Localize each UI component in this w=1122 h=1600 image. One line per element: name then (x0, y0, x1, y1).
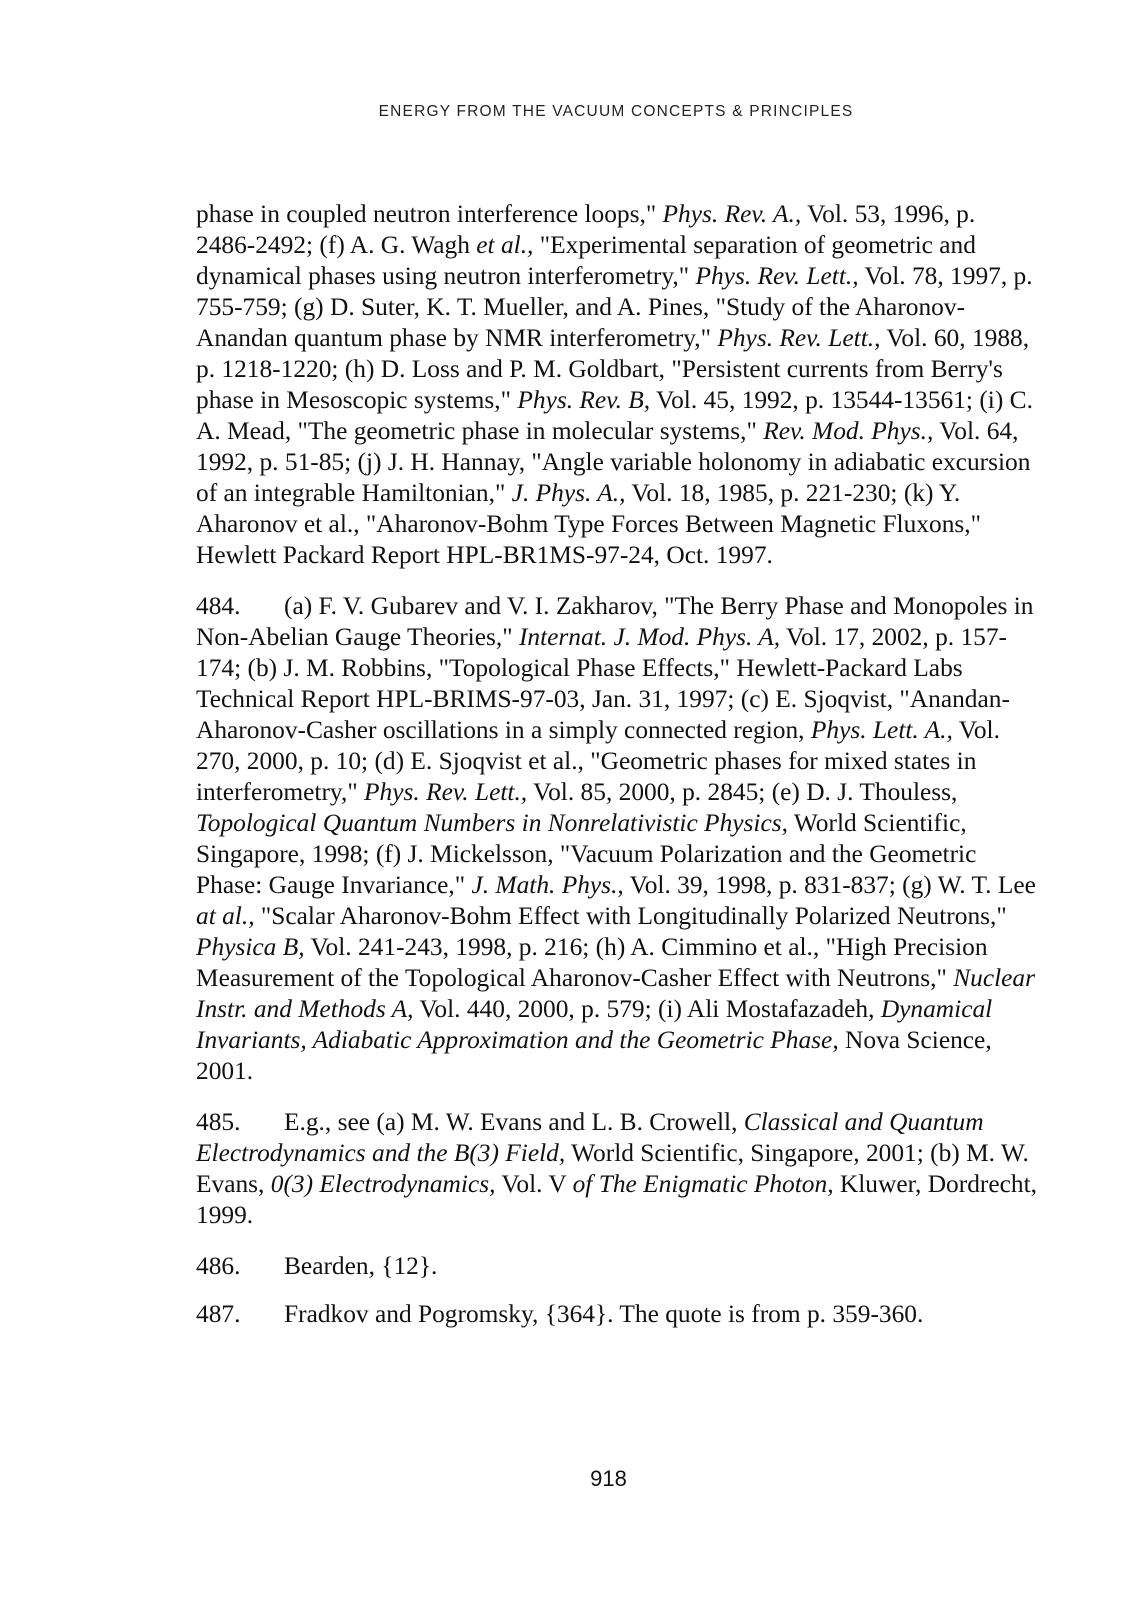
endnote-484 (196, 591, 1038, 1087)
citation-segment: Phys. Rev. Lett., (695, 262, 859, 290)
citation-segment: Vol. 78, 1997, p. 755-759; (g) D. Suter, K. T. Mueller, and A. Pines, "Study of the Aharonov-Anandan quantum phase by NMR interferometry," (196, 262, 1033, 352)
endnotes-body (196, 199, 1038, 1347)
citation-segment: Dynamical Invariants, Adiabatic Approximation and the Geometric Phase, (196, 995, 993, 1054)
citation-segment: Phys. Rev. Lett., (717, 324, 881, 352)
citation-segment: phase in coupled neutron interference loops," (196, 200, 663, 228)
citation-segment: Vol. 60, 1988, p. 1218-1220; (h) D. Loss and P. M. Goldbart, "Persistent currents from Berry's phase in Mesoscopic systems," (196, 324, 1030, 414)
citation-segment: (a) F. V. Gubarev and V. I. Zakharov, "The Berry Phase and Monopoles in Non-Abelian Gauge Theories," (196, 592, 1034, 651)
citation-segment: Kluwer, Dordrecht, 1999. (196, 1170, 1037, 1229)
citation-segment: E.g., see (a) M. W. Evans and L. B. Crowell, (284, 1108, 744, 1136)
endnote-485 (196, 1107, 1038, 1231)
citation-segment: Bearden, {12}. (284, 1252, 438, 1280)
citation-segment: Phys. Rev. Lett., (364, 778, 528, 806)
endnote-number: 484. (196, 592, 241, 620)
citation-segment: World Scientific, Singapore, 1998; (f) J. Mickelsson, "Vacuum Polarization and the Geometric Phase: Gauge Invariance," (196, 809, 977, 899)
running-head: ENERGY FROM THE VACUUM CONCEPTS & PRINCIPLES (378, 103, 854, 120)
citation-segment: Phys. Lett. A., (810, 716, 953, 744)
citation-segment: 0(3) Electrodynamics, (270, 1170, 496, 1198)
endnote-486 (196, 1251, 1038, 1282)
citation-segment: Vol. 45, 1992, p. 13544-13561; (i) C. A. Mead, "The geometric phase in molecular systems," (196, 386, 1033, 445)
citation-segment: Vol. 17, 2002, p. 157-174; (b) J. M. Robbins, "Topological Phase Effects," Hewlett-Packard Labs Technical Report HPL-BRIMS-97-03, Jan. 31, 1997; (c) E. Sjoqvist, "Anandan-Aharonov-Casher oscillations in a simply connected region, (196, 623, 1010, 744)
citation-segment: Vol. 39, 1998, p. 831-837; (g) W. T. Lee (623, 871, 1036, 899)
citation-segment: J. Math. Phys., (471, 871, 624, 899)
citation-segment: et al., (476, 231, 534, 259)
citation-segment: Internat. J. Mod. Phys. A, (518, 623, 781, 651)
citation-segment: Phys. Rev. B, (517, 386, 651, 414)
citation-segment: Vol. 85, 2000, p. 2845; (e) D. J. Thouless, (527, 778, 958, 806)
citation-segment: J. Phys. A., (511, 479, 626, 507)
endnote-number: 485. (196, 1108, 241, 1136)
citation-segment: of The Enigmatic Photon, (572, 1170, 834, 1198)
citation-segment: Vol. 53, 1996, p. 2486-2492; (f) A. G. Wagh (196, 200, 976, 259)
citation-segment: Topological Quantum Numbers in Nonrelativistic Physics, (196, 809, 788, 837)
citation-segment: "Experimental separation of geometric and dynamical phases using neutron interferometry," (196, 231, 976, 290)
citation-segment: Vol. 241-243, 1998, p. 216; (h) A. Cimmino et al., "High Precision Measurement of the Topological Aharonov-Casher Effect with Neutrons," (196, 933, 988, 992)
citation-segment: Classical and Quantum Electrodynamics and the B(3) Field, (196, 1108, 984, 1167)
citation-segment: Rev. Mod. Phys., (763, 417, 934, 445)
citation-segment: Physica B, (196, 933, 305, 961)
citation-segment: World Scientific, Singapore, 2001; (b) M. W. Evans, (196, 1139, 1029, 1198)
endnote-continuation (196, 199, 1038, 571)
citation-segment: Vol. V (495, 1170, 573, 1198)
citation-segment: at al., (196, 902, 255, 930)
endnote-487 (196, 1299, 1038, 1330)
page-number: 918 (590, 1466, 627, 1491)
citation-segment: Nuclear Instr. and Methods A, (196, 964, 1035, 1023)
citation-segment: Vol. 64, 1992, p. 51-85; (j) J. H. Hannay, "Angle variable holonomy in adiabatic excursion of an integrable Hamiltonian," (196, 417, 1031, 507)
citation-segment: Fradkov and Pogromsky, {364}. The quote is from p. 359-360. (284, 1300, 924, 1328)
citation-segment: "Scalar Aharonov-Bohm Effect with Longitudinally Polarized Neutrons," (254, 902, 1007, 930)
citation-segment: Nova Science, 2001. (196, 1026, 992, 1085)
citation-segment: Vol. 270, 2000, p. 10; (d) E. Sjoqvist et al., "Geometric phases for mixed states in interferometry," (196, 716, 1000, 806)
endnote-number: 486. (196, 1252, 241, 1280)
endnote-number: 487. (196, 1300, 241, 1328)
citation-segment: Phys. Rev. A., (662, 200, 802, 228)
citation-segment: Vol. 18, 1985, p. 221-230; (k) Y. Aharonov et al., "Aharonov-Bohm Type Forces Between Magnetic Fluxons," Hewlett Packard Report HPL-BR1MS-97-24, Oct. 1997. (196, 479, 981, 569)
citation-segment: Vol. 440, 2000, p. 579; (i) Ali Mostafazadeh, (413, 995, 881, 1023)
